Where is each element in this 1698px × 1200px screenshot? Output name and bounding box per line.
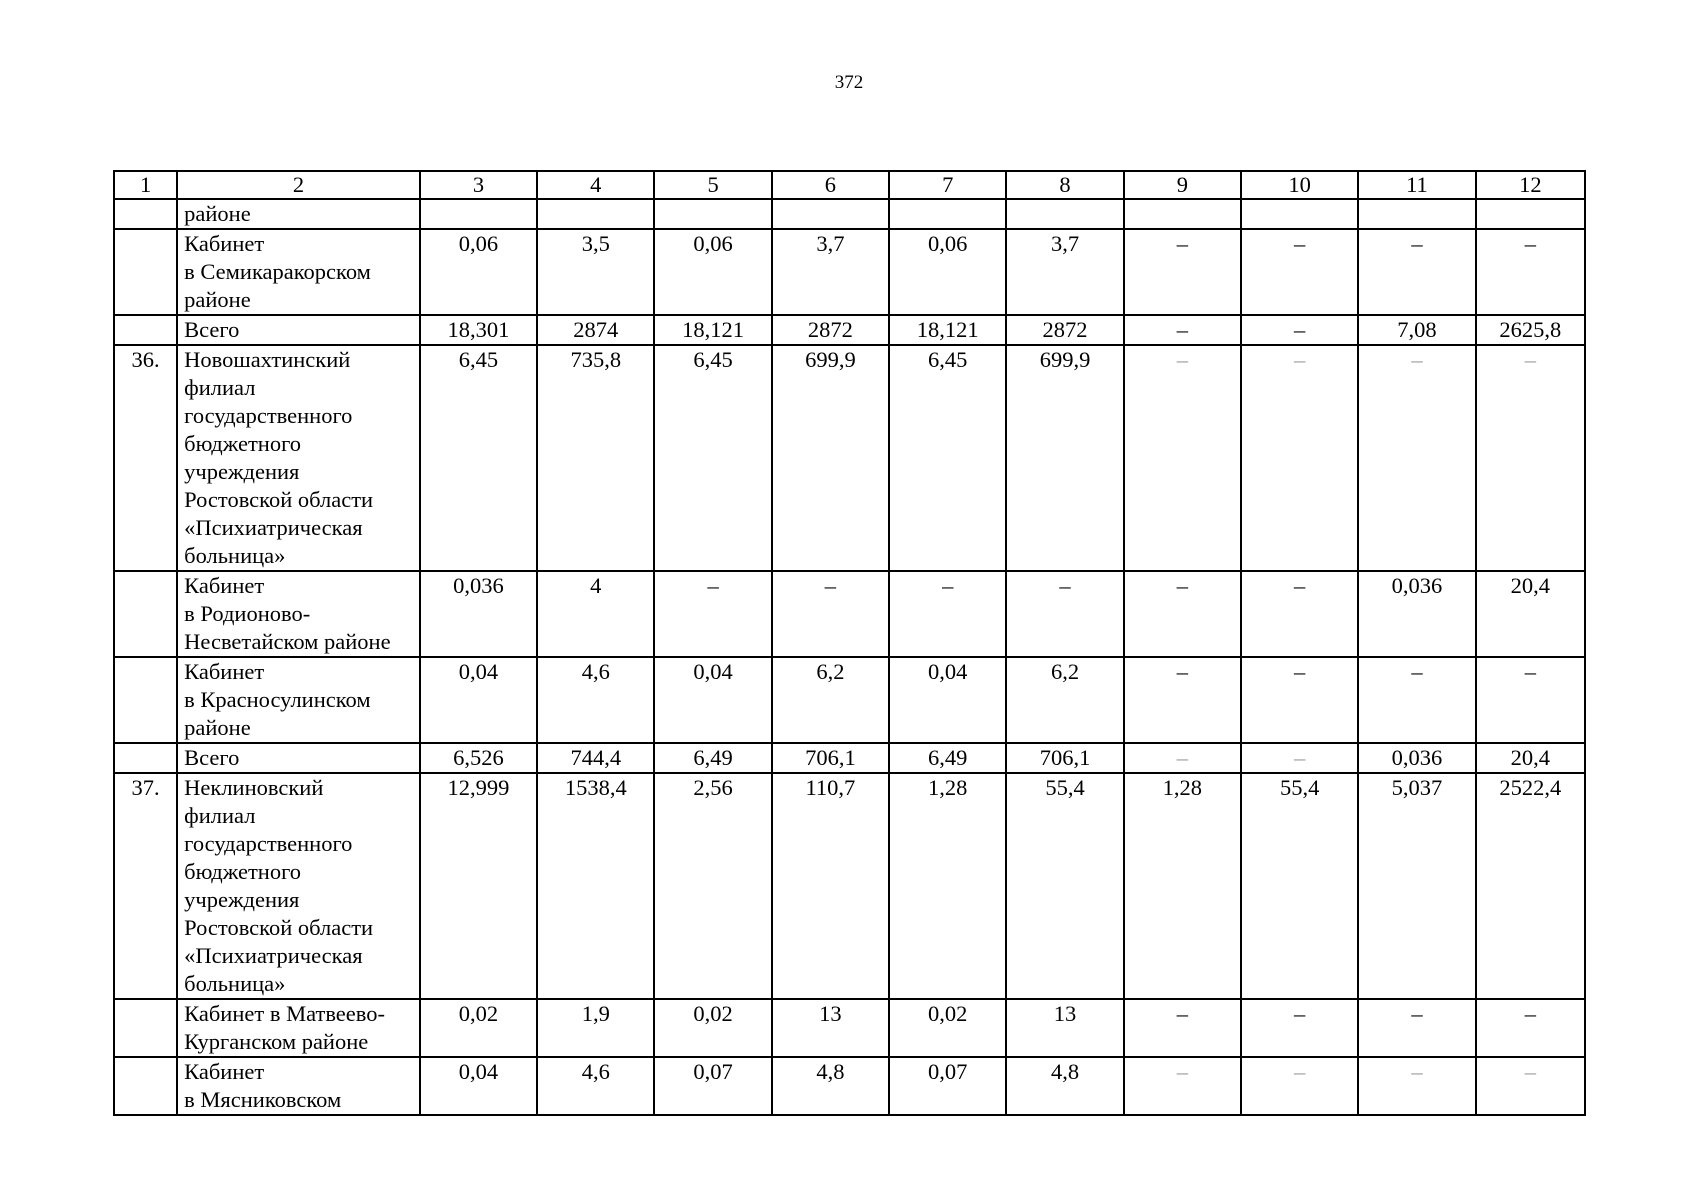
cell-value: – — [1358, 229, 1475, 315]
table-row — [114, 571, 1585, 657]
cell-value: 20,4 — [1476, 571, 1585, 657]
cell-value: 6,49 — [889, 743, 1006, 773]
cell-value: – — [654, 571, 771, 657]
cell-value: 3,7 — [772, 229, 889, 315]
cell-value — [889, 199, 1006, 229]
column-header: 2 — [177, 171, 420, 199]
cell-value: 4,8 — [1006, 1057, 1123, 1115]
cell-value: 0,02 — [420, 999, 537, 1057]
row-number — [114, 571, 177, 657]
column-header: 4 — [537, 171, 654, 199]
table-row — [114, 657, 1585, 743]
header-row — [114, 171, 1585, 199]
cell-value: 1,28 — [889, 773, 1006, 999]
cell-value: 55,4 — [1241, 773, 1358, 999]
cell-value: – — [1124, 999, 1241, 1057]
cell-value — [654, 199, 771, 229]
cell-value: 0,02 — [889, 999, 1006, 1057]
cell-value: – — [1241, 657, 1358, 743]
cell-value: 1,9 — [537, 999, 654, 1057]
cell-value: 6,45 — [420, 345, 537, 571]
cell-value: – — [1241, 743, 1358, 773]
row-name: районе — [177, 199, 420, 229]
cell-value: 706,1 — [1006, 743, 1123, 773]
cell-value: – — [772, 571, 889, 657]
column-header: 12 — [1476, 171, 1585, 199]
row-number — [114, 657, 177, 743]
cell-value: 6,526 — [420, 743, 537, 773]
cell-value: 1,28 — [1124, 773, 1241, 999]
cell-value: 55,4 — [1006, 773, 1123, 999]
column-header: 5 — [654, 171, 771, 199]
cell-value: 2522,4 — [1476, 773, 1585, 999]
table-row — [114, 229, 1585, 315]
row-number: 37. — [114, 773, 177, 999]
row-number: 36. — [114, 345, 177, 571]
cell-value: – — [1241, 571, 1358, 657]
cell-value: 3,5 — [537, 229, 654, 315]
cell-value: 2874 — [537, 315, 654, 345]
row-number — [114, 999, 177, 1057]
table-row — [114, 199, 1585, 229]
cell-value — [1358, 199, 1475, 229]
cell-value: 0,036 — [1358, 571, 1475, 657]
cell-value — [1006, 199, 1123, 229]
table-row — [114, 773, 1585, 999]
cell-value: 2872 — [1006, 315, 1123, 345]
cell-value: 12,999 — [420, 773, 537, 999]
cell-value — [1476, 199, 1585, 229]
cell-value: – — [1124, 743, 1241, 773]
cell-value: 110,7 — [772, 773, 889, 999]
cell-value: 4 — [537, 571, 654, 657]
row-name: Всего — [177, 315, 420, 345]
cell-value: 6,2 — [772, 657, 889, 743]
cell-value: – — [1241, 315, 1358, 345]
row-name: Кабинет в Семикаракорском районе — [177, 229, 420, 315]
cell-value: 1538,4 — [537, 773, 654, 999]
cell-value: 744,4 — [537, 743, 654, 773]
column-header: 6 — [772, 171, 889, 199]
column-header: 11 — [1358, 171, 1475, 199]
cell-value — [537, 199, 654, 229]
table-row — [114, 999, 1585, 1057]
column-header: 9 — [1124, 171, 1241, 199]
cell-value: – — [1476, 999, 1585, 1057]
cell-value: – — [1124, 657, 1241, 743]
cell-value — [1241, 199, 1358, 229]
cell-value: – — [1241, 345, 1358, 571]
cell-value: 0,036 — [420, 571, 537, 657]
column-header: 3 — [420, 171, 537, 199]
cell-value: 706,1 — [772, 743, 889, 773]
cell-value: 6,45 — [889, 345, 1006, 571]
cell-value: 0,06 — [889, 229, 1006, 315]
row-number — [114, 199, 177, 229]
cell-value: – — [1124, 345, 1241, 571]
cell-value: 0,036 — [1358, 743, 1475, 773]
page-number: 372 — [834, 72, 864, 93]
cell-value: 0,04 — [654, 657, 771, 743]
cell-value: – — [1124, 1057, 1241, 1115]
cell-value: – — [1476, 657, 1585, 743]
row-name: Неклиновский филиал государственного бюджетного учреждения Ростовской области «Психиатрическая больница» — [177, 773, 420, 999]
cell-value: 0,04 — [889, 657, 1006, 743]
cell-value: 2625,8 — [1476, 315, 1585, 345]
cell-value: 18,121 — [654, 315, 771, 345]
cell-value: 4,6 — [537, 657, 654, 743]
cell-value: 699,9 — [1006, 345, 1123, 571]
cell-value: – — [1358, 345, 1475, 571]
row-name: Кабинет в Красносулинском районе — [177, 657, 420, 743]
table-row — [114, 743, 1585, 773]
cell-value: – — [1358, 657, 1475, 743]
column-header: 8 — [1006, 171, 1123, 199]
row-name: Кабинет в Родионово- Несветайском районе — [177, 571, 420, 657]
cell-value: 0,06 — [420, 229, 537, 315]
row-name: Новошахтинский филиал государственного бюджетного учреждения Ростовской области «Психиатрическая больница» — [177, 345, 420, 571]
cell-value: 13 — [1006, 999, 1123, 1057]
column-header: 7 — [889, 171, 1006, 199]
column-header: 1 — [114, 171, 177, 199]
cell-value — [772, 199, 889, 229]
cell-value: – — [1476, 1057, 1585, 1115]
cell-value: 20,4 — [1476, 743, 1585, 773]
cell-value: – — [1124, 571, 1241, 657]
cell-value: 7,08 — [1358, 315, 1475, 345]
cell-value: 2872 — [772, 315, 889, 345]
cell-value: 0,04 — [420, 1057, 537, 1115]
cell-value: 0,06 — [654, 229, 771, 315]
cell-value: – — [1358, 1057, 1475, 1115]
row-name: Всего — [177, 743, 420, 773]
cell-value: – — [1476, 345, 1585, 571]
cell-value: 6,49 — [654, 743, 771, 773]
cell-value: – — [1241, 999, 1358, 1057]
column-header: 10 — [1241, 171, 1358, 199]
cell-value: 0,07 — [654, 1057, 771, 1115]
cell-value: 4,8 — [772, 1057, 889, 1115]
table-row — [114, 1057, 1585, 1115]
cell-value: – — [889, 571, 1006, 657]
row-number — [114, 1057, 177, 1115]
row-number — [114, 315, 177, 345]
cell-value: – — [1476, 229, 1585, 315]
cell-value: 3,7 — [1006, 229, 1123, 315]
cell-value: – — [1124, 229, 1241, 315]
cell-value: 6,2 — [1006, 657, 1123, 743]
cell-value: 0,02 — [654, 999, 771, 1057]
cell-value: 6,45 — [654, 345, 771, 571]
cell-value: 735,8 — [537, 345, 654, 571]
row-name: Кабинет в Матвеево- Курганском районе — [177, 999, 420, 1057]
cell-value: – — [1241, 229, 1358, 315]
table-row — [114, 345, 1585, 571]
cell-value: – — [1241, 1057, 1358, 1115]
row-number — [114, 229, 177, 315]
cell-value: 5,037 — [1358, 773, 1475, 999]
cell-value: – — [1124, 315, 1241, 345]
cell-value: 18,301 — [420, 315, 537, 345]
cell-value: 18,121 — [889, 315, 1006, 345]
cell-value: 2,56 — [654, 773, 771, 999]
row-number — [114, 743, 177, 773]
cell-value: – — [1006, 571, 1123, 657]
table-row — [114, 315, 1585, 345]
data-table — [113, 170, 1586, 1116]
cell-value: 0,07 — [889, 1057, 1006, 1115]
cell-value: 4,6 — [537, 1057, 654, 1115]
cell-value: 0,04 — [420, 657, 537, 743]
cell-value: – — [1358, 999, 1475, 1057]
cell-value: 13 — [772, 999, 889, 1057]
cell-value — [420, 199, 537, 229]
row-name: Кабинет в Мясниковском — [177, 1057, 420, 1115]
cell-value: 699,9 — [772, 345, 889, 571]
cell-value — [1124, 199, 1241, 229]
